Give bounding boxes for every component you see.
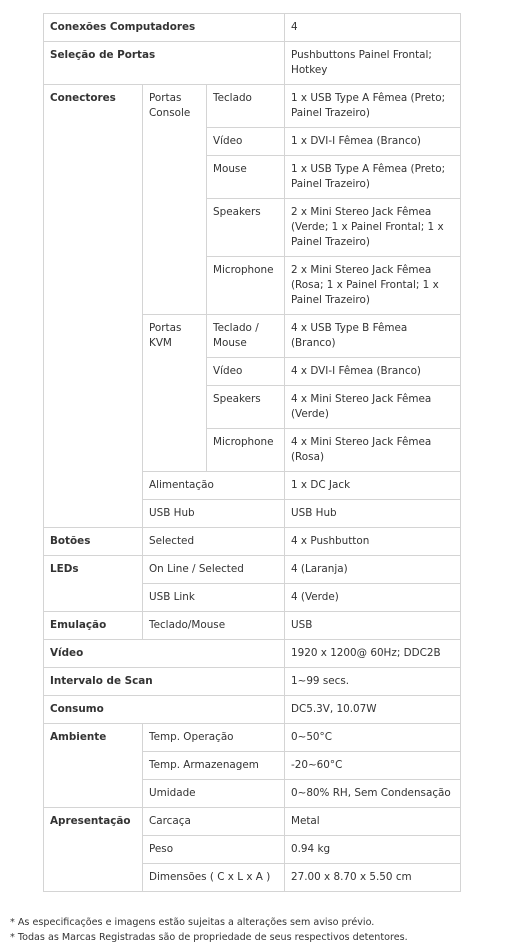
spec-value-kvm-microphone: 4 x Mini Stereo Jack Fêmea (Rosa): [285, 429, 461, 472]
spec-group-console: Portas Console: [143, 85, 207, 315]
spec-sublabel-speakers: Speakers: [207, 199, 285, 257]
spec-value-carcaca: Metal: [285, 808, 461, 836]
footnote-specs: * As especificações e imagens estão sujeitas a alterações sem aviso prévio.: [10, 917, 375, 928]
spec-value-mouse: 1 x USB Type A Fêmea (Preto; Painel Trazeiro): [285, 156, 461, 199]
spec-label-botoes: Botões: [44, 528, 143, 556]
spec-sublabel-alimentacao: Alimentação: [143, 472, 285, 500]
spec-label-ambiente: Ambiente: [44, 724, 143, 808]
spec-sublabel-umidade: Umidade: [143, 780, 285, 808]
spec-sublabel-microphone: Microphone: [207, 257, 285, 315]
spec-sublabel-leds-usblink: USB Link: [143, 584, 285, 612]
spec-value-speakers: 2 x Mini Stereo Jack Fêmea (Verde; 1 x Painel Frontal; 1 x Painel Trazeiro): [285, 199, 461, 257]
spec-sublabel-botoes: Selected: [143, 528, 285, 556]
spec-label-scan: Intervalo de Scan: [44, 668, 285, 696]
table-row: [44, 668, 461, 696]
spec-sublabel-kvm-video: Vídeo: [207, 358, 285, 386]
spec-sublabel-usbhub: USB Hub: [143, 500, 285, 528]
spec-value-consumo: DC5.3V, 10.07W: [285, 696, 461, 724]
spec-value-temp-op: 0~50°C: [285, 724, 461, 752]
spec-value-usbhub: USB Hub: [285, 500, 461, 528]
table-row: [44, 612, 461, 640]
spec-sublabel-emulacao: Teclado/Mouse: [143, 612, 285, 640]
spec-value-alimentacao: 1 x DC Jack: [285, 472, 461, 500]
table-row: [44, 696, 461, 724]
table-row: [44, 528, 461, 556]
footnotes: [10, 915, 505, 945]
spec-label-consumo: Consumo: [44, 696, 285, 724]
spec-label-conectores: Conectores: [44, 85, 143, 528]
spec-value-leds-usblink: 4 (Verde): [285, 584, 461, 612]
table-row: [44, 42, 461, 85]
spec-sublabel-teclado: Teclado: [207, 85, 285, 128]
spec-group-kvm: Portas KVM: [143, 315, 207, 472]
spec-value-selecao: Pushbuttons Painel Frontal; Hotkey: [285, 42, 461, 85]
spec-value-microphone: 2 x Mini Stereo Jack Fêmea (Rosa; 1 x Painel Frontal; 1 x Painel Trazeiro): [285, 257, 461, 315]
spec-value-teclado: 1 x USB Type A Fêmea (Preto; Painel Trazeiro): [285, 85, 461, 128]
spec-value-kvm-speakers: 4 x Mini Stereo Jack Fêmea (Verde): [285, 386, 461, 429]
spec-sublabel-video: Vídeo: [207, 128, 285, 156]
table-row: [44, 640, 461, 668]
spec-label-apresentacao: Apresentação: [44, 808, 143, 892]
spec-value-emulacao: USB: [285, 612, 461, 640]
spec-sublabel-temp-op: Temp. Operação: [143, 724, 285, 752]
spec-label-emulacao: Emulação: [44, 612, 143, 640]
spec-value-temp-arm: -20~60°C: [285, 752, 461, 780]
spec-value-dimensoes: 27.00 x 8.70 x 5.50 cm: [285, 864, 461, 892]
table-row: [44, 724, 461, 752]
table-row: [44, 85, 461, 128]
spec-sublabel-mouse: Mouse: [207, 156, 285, 199]
spec-sublabel-temp-arm: Temp. Armazenagem: [143, 752, 285, 780]
spec-label-video: Vídeo: [44, 640, 285, 668]
spec-value-video-res: 1920 x 1200@ 60Hz; DDC2B: [285, 640, 461, 668]
table-row: [44, 808, 461, 836]
specifications-table: [43, 13, 461, 892]
spec-value-kvm-video: 4 x DVI-I Fêmea (Branco): [285, 358, 461, 386]
spec-value-botoes: 4 x Pushbutton: [285, 528, 461, 556]
spec-label-selecao: Seleção de Portas: [44, 42, 285, 85]
spec-value-kvm-teclado-mouse: 4 x USB Type B Fêmea (Branco): [285, 315, 461, 358]
spec-label-leds: LEDs: [44, 556, 143, 612]
spec-sublabel-leds-online: On Line / Selected: [143, 556, 285, 584]
spec-value-scan: 1~99 secs.: [285, 668, 461, 696]
spec-label-conexoes: Conexões Computadores: [44, 14, 285, 42]
spec-sublabel-kvm-teclado-mouse: Teclado / Mouse: [207, 315, 285, 358]
spec-sublabel-carcaca: Carcaça: [143, 808, 285, 836]
spec-value-umidade: 0~80% RH, Sem Condensação: [285, 780, 461, 808]
spec-sublabel-peso: Peso: [143, 836, 285, 864]
spec-value-peso: 0.94 kg: [285, 836, 461, 864]
spec-sublabel-kvm-microphone: Microphone: [207, 429, 285, 472]
spec-sublabel-kvm-speakers: Speakers: [207, 386, 285, 429]
table-row: [44, 14, 461, 42]
footnote-trademarks: * Todas as Marcas Registradas são de propriedade de seus respectivos detentores.: [10, 932, 408, 943]
spec-value-video: 1 x DVI-I Fêmea (Branco): [285, 128, 461, 156]
spec-value-conexoes: 4: [285, 14, 461, 42]
spec-value-leds-online: 4 (Laranja): [285, 556, 461, 584]
table-row: [44, 556, 461, 584]
spec-sublabel-dimensoes: Dimensões ( C x L x A ): [143, 864, 285, 892]
